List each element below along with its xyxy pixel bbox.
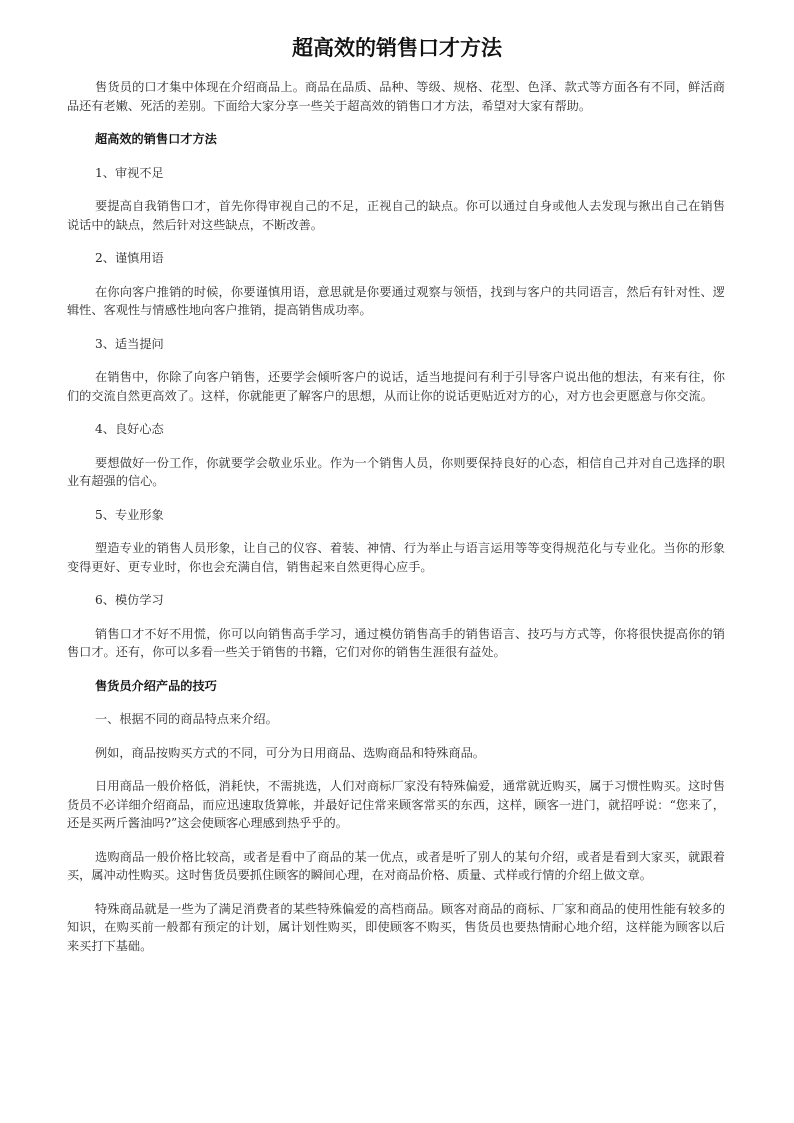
point-special-goods: 特殊商品就是一些为了满足消费者的某些特殊偏爱的高档商品。顾客对商品的商标、厂家和商品的使用性能有较多的知识，在购买前一般都有预定的计划，属计划性购买，即使顾客不购买，售货员也要热情耐心地介绍，这样能为顾客以后来买打下基础。 [67,901,725,953]
point-example: 例如，商品按购买方式的不同，可分为日用商品、选购商品和特殊商品。 [95,745,485,760]
item-title-5: 5、专业形象 [95,507,164,522]
section-heading-sales-methods: 超高效的销售口才方法 [95,132,217,146]
item-text-2: 在你向客户推销的时候，你要谨慎用语，意思就是你要通过观察与领悟，找到与客户的共同语言，然后有针对性、逻辑性、客观性与情感性地向客户推销，提高销售成功率。 [67,284,725,317]
item-title-4: 4、良好心态 [95,422,164,436]
document-body [67,78,725,970]
item-title-6: 6、模仿学习 [95,593,164,607]
section-heading-product-intro: 售货员介绍产品的技巧 [95,678,217,693]
item-text-1: 要提高自我销售口才，首先你得审视自己的不足，正视自己的缺点。你可以通过自身或他人去发现与揪出自己在销售说话中的缺点，然后针对这些缺点，不断改善。 [67,199,725,232]
item-text-6: 销售口才不好不用慌，你可以向销售高手学习，通过模仿销售高手的销售语言、技巧与方式等，你将很快提高你的销售口才。还有，你可以多看一些关于销售的书籍，它们对你的销售生涯很有益处。 [67,626,725,659]
item-text-5: 塑造专业的销售人员形象，让自己的仪容、着装、神情、行为举止与语言运用等等变得规范化与专业化。当你的形象变得更好、更专业时，你也会充满自信，销售起来自然更得心应手。 [67,541,725,574]
document-title: 超高效的销售口才方法 [292,36,502,60]
item-title-3: 3、适当提问 [95,336,164,351]
item-title-2: 2、谨慎用语 [95,251,164,265]
item-text-3: 在销售中，你除了向客户销售，还要学会倾听客户的说话，适当地提问有利于引导客户说出他的想法，有来有往，你们的交流自然更高效了。这样，你就能更了解客户的思想，从而让你的说话更贴近对方的心，对方也会更愿意与你交流。 [67,370,725,403]
item-text-4: 要想做好一份工作，你就要学会敬业乐业。作为一个销售人员，你则要保持良好的心态，相信自己并对自己选择的职业有超强的信心。 [67,455,725,488]
point-title-1: 一、根据不同的商品特点来介绍。 [95,712,278,726]
intro-paragraph: 售货员的口才集中体现在介绍商品上。商品在品质、品种、等级、规格、花型、色泽、款式等方面各有不同，鲜活商品还有老嫩、死活的差别。下面给大家分享一些关于超高效的销售口才方法，希望对大家有帮助。 [67,80,725,113]
point-daily-goods: 日用商品一般价格低，消耗快，不需挑选，人们对商标厂家没有特殊偏爱，通常就近购买，属于习惯性购买。这时售货员不必详细介绍商品，而应迅速取货算帐，并最好记住常来顾客常买的东西，这样，顾客一进门，就招呼说：“您来了，还是买两斤酱油吗?”这会使顾客心理感到热乎乎的。 [67,779,725,830]
point-selective-goods: 选购商品一般价格比较高，或者是看中了商品的某一优点，或者是听了别人的某句介绍，或者是看到大家买，就跟着买，属冲动性购买。这时售货员要抓住顾客的瞬间心理，在对商品价格、质量、式样或行情的介绍上做文章。 [67,849,725,882]
item-title-1: 1、审视不足 [95,165,164,180]
